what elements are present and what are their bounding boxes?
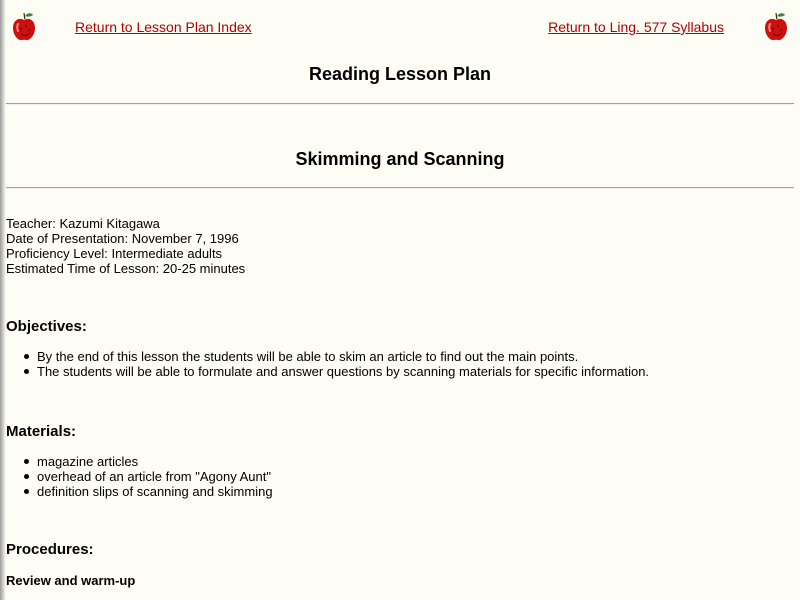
lesson-plan-index-link[interactable]: Return to Lesson Plan Index [75, 19, 252, 35]
review-warmup-heading: Review and warm-up [6, 573, 136, 588]
apple-icon [11, 10, 37, 42]
syllabus-link[interactable]: Return to Ling. 577 Syllabus [548, 19, 724, 35]
horizontal-divider [6, 103, 794, 105]
apple-icon [763, 10, 789, 42]
page-title: Reading Lesson Plan [308, 64, 492, 84]
list-item: magazine articles [0, 454, 273, 469]
time-line: Estimated Time of Lesson: 20-25 minutes [6, 261, 246, 276]
objectives-heading: Objectives: [6, 318, 87, 335]
list-item: The students will be able to formulate and answer questions by scanning materials for specific information. [0, 364, 649, 379]
list-item: overhead of an article from "Agony Aunt" [0, 469, 273, 484]
lesson-subtitle: Skimming and Scanning [295, 149, 505, 169]
list-item: By the end of this lesson the students will be able to skim an article to find out the main points. [0, 349, 649, 364]
horizontal-divider [6, 187, 794, 189]
list-item: definition slips of scanning and skimming [0, 484, 273, 499]
procedures-heading: Procedures: [6, 541, 94, 558]
materials-heading: Materials: [6, 423, 77, 440]
left-border-shadow [0, 0, 6, 600]
proficiency-line: Proficiency Level: Intermediate adults [6, 246, 223, 261]
lesson-info [6, 216, 245, 276]
materials-list [0, 454, 273, 499]
objectives-list [0, 349, 649, 379]
date-line: Date of Presentation: November 7, 1996 [6, 231, 239, 246]
teacher-line: Teacher: Kazumi Kitagawa [6, 216, 160, 231]
